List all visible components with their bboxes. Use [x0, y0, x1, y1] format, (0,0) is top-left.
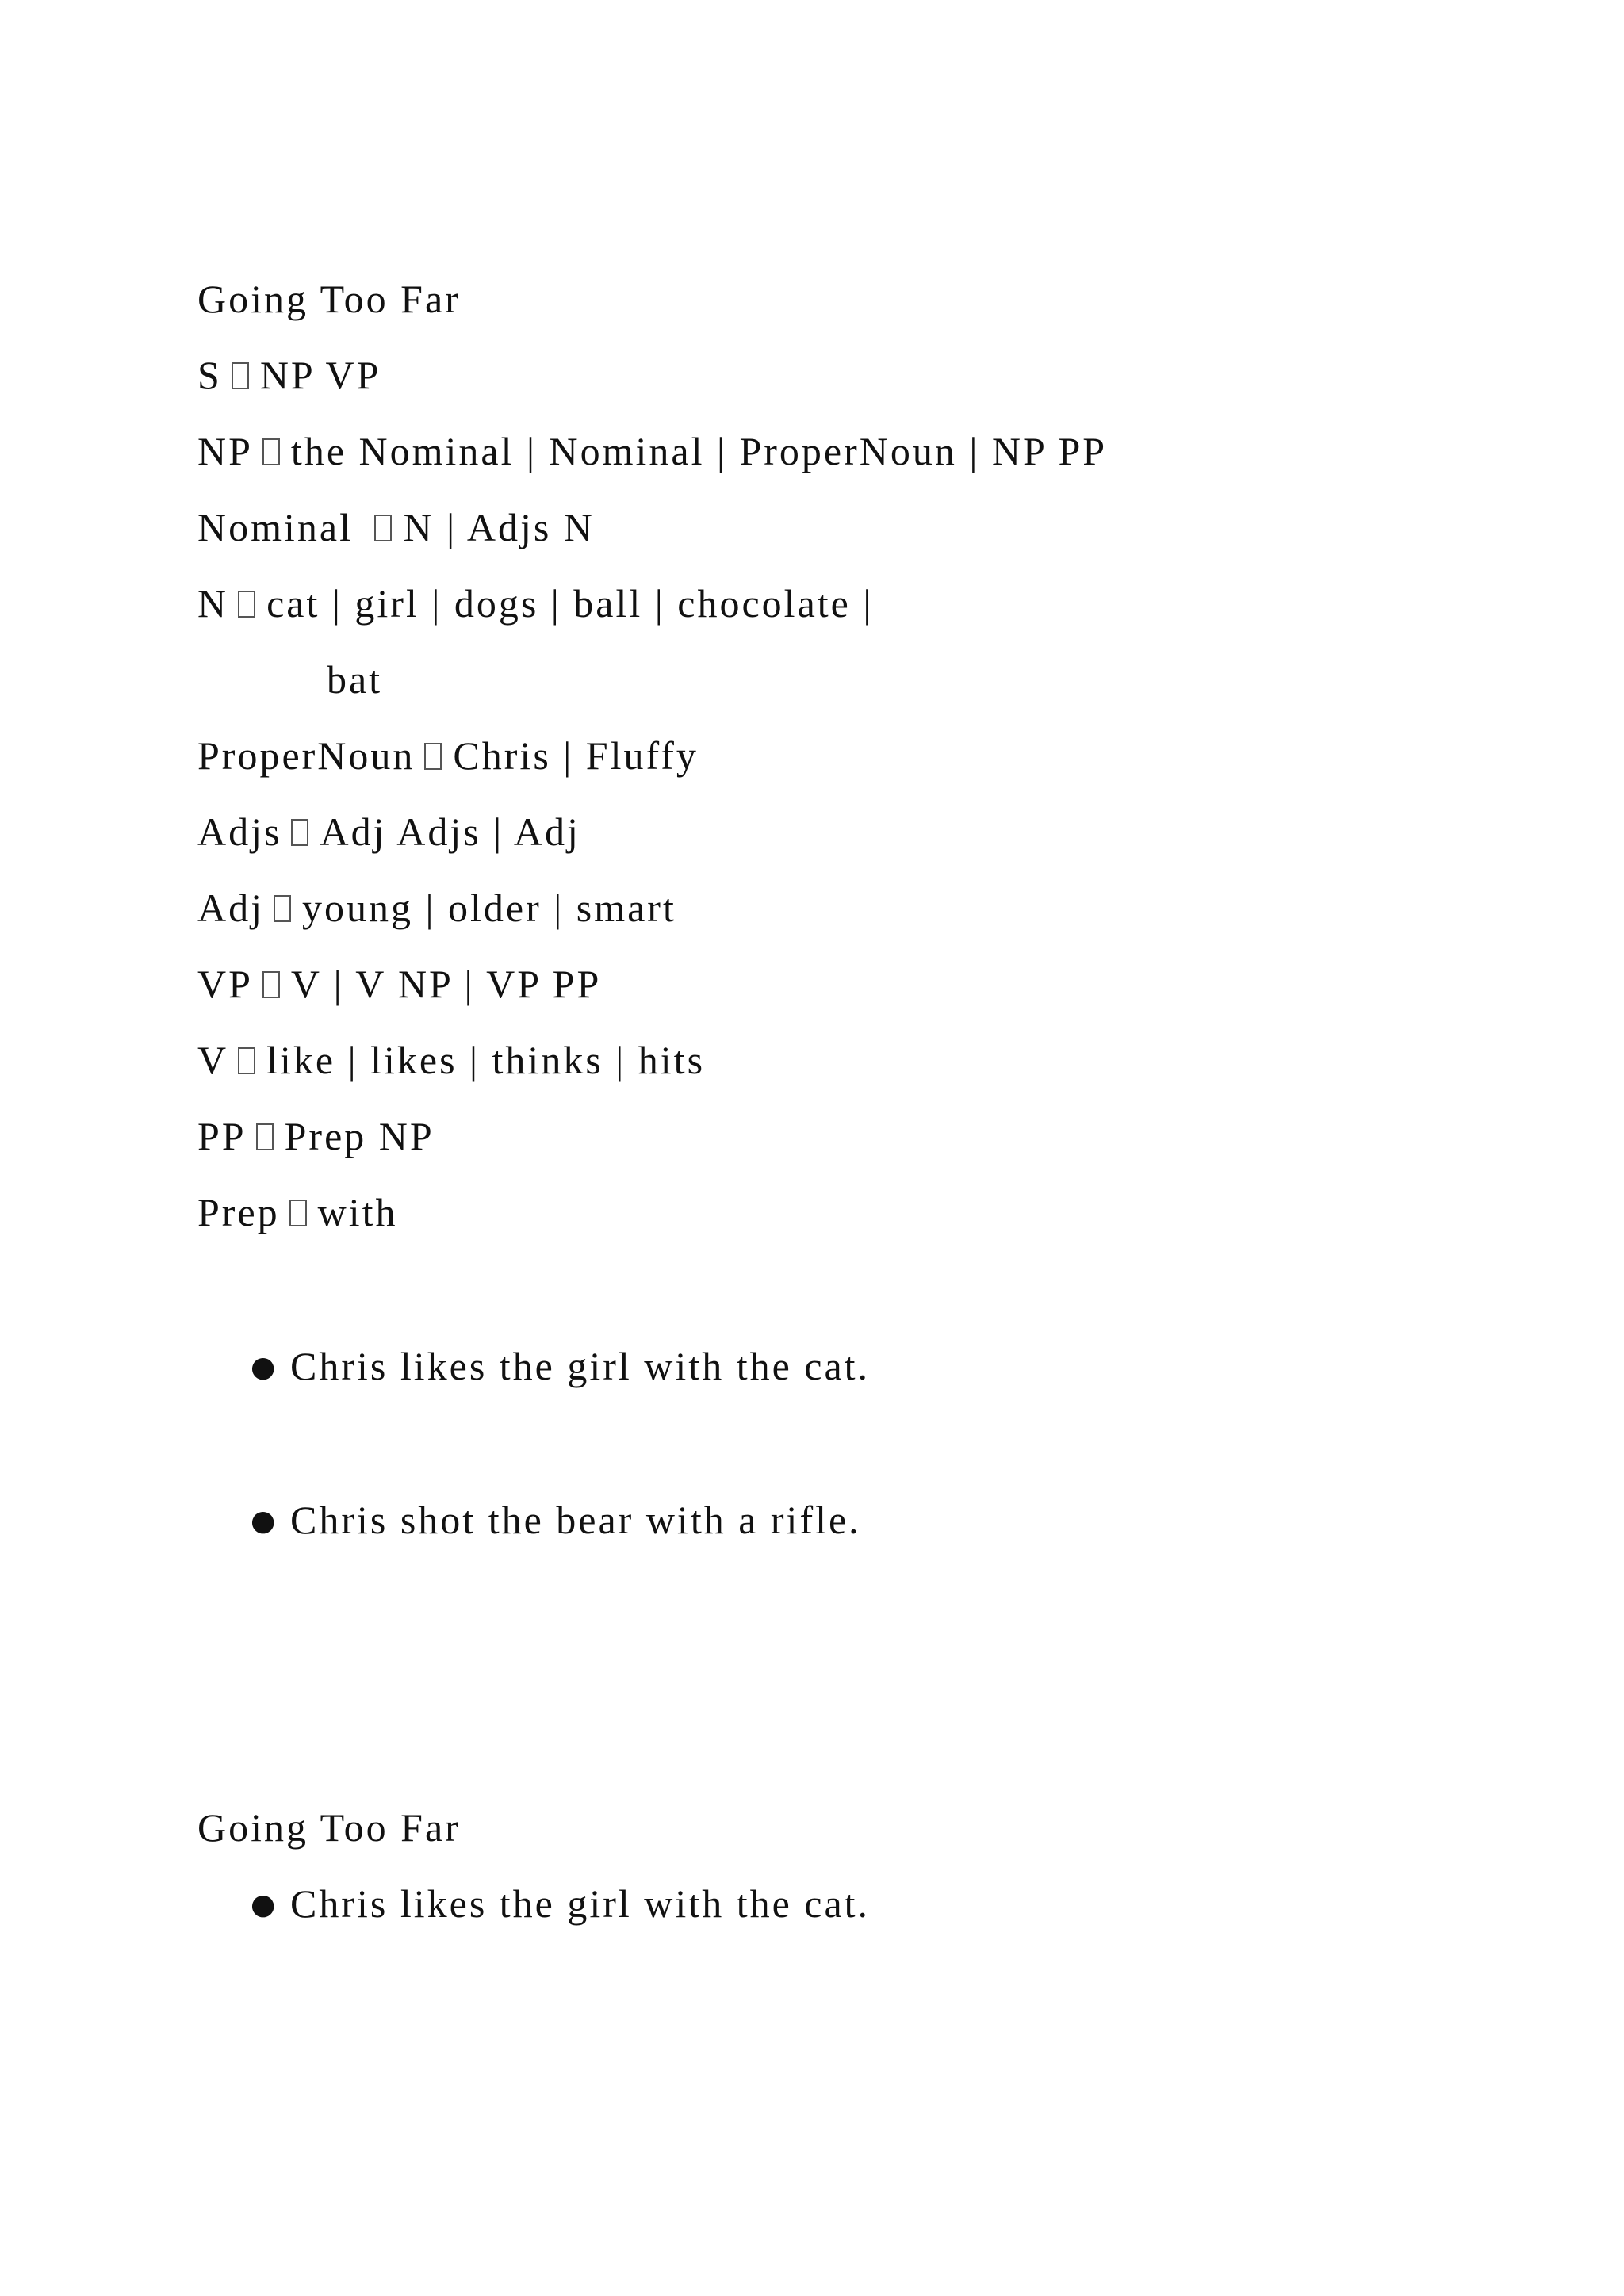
arrow-missing-glyph-icon — [262, 438, 280, 465]
grammar-rule — [197, 1192, 398, 1232]
rule-rhs: cat | girl | dogs | ball | chocolate | — [266, 581, 874, 626]
rule-lhs: N — [197, 581, 229, 626]
bullet-text: Chris likes the girl with the cat. — [290, 1881, 871, 1926]
arrow-missing-glyph-icon — [274, 895, 291, 922]
rule-lhs: ProperNoun — [197, 733, 416, 778]
grammar-rule — [197, 964, 601, 1004]
rule-rhs: with — [317, 1190, 398, 1234]
arrow-missing-glyph-icon — [232, 362, 249, 389]
rule-lhs: S — [197, 353, 222, 397]
rule-rhs: V | V NP | VP PP — [290, 962, 602, 1006]
arrow-missing-glyph-icon — [374, 515, 392, 541]
arrow-missing-glyph-icon — [291, 819, 308, 846]
rule-lhs: Prep — [197, 1190, 280, 1234]
grammar-rule — [197, 1116, 435, 1156]
arrow-missing-glyph-icon — [238, 591, 255, 618]
rule-rhs: Prep NP — [284, 1114, 435, 1158]
grammar-rule — [197, 507, 595, 547]
rule-lhs: Adj — [197, 886, 264, 930]
rule-rhs: NP VP — [259, 353, 381, 397]
rule-lhs: V — [197, 1038, 229, 1082]
grammar-rule — [197, 888, 676, 928]
arrow-missing-glyph-icon — [262, 971, 280, 998]
grammar-rule — [197, 1040, 705, 1080]
rule-lhs: Adjs — [197, 809, 282, 854]
bullet-item — [251, 1346, 870, 1386]
bullet-item — [251, 1881, 871, 1926]
section-title: Going Too Far — [197, 277, 461, 321]
arrow-missing-glyph-icon — [424, 743, 442, 770]
grammar-rule — [197, 733, 699, 778]
rule-rhs: young | older | smart — [302, 886, 676, 930]
rule-rhs: Chris | Fluffy — [453, 733, 699, 778]
arrow-missing-glyph-icon — [289, 1200, 307, 1226]
bullet-dot-icon: ● — [251, 1351, 278, 1383]
rule-rhs: the Nominal | Nominal | ProperNoun | NP PP — [290, 429, 1108, 473]
rule-lhs: Nominal — [197, 505, 366, 549]
rule-continuation: bat — [327, 657, 383, 702]
section-title: Going Too Far — [197, 1805, 461, 1850]
grammar-rule — [197, 581, 874, 626]
rule-lhs: NP — [197, 429, 253, 473]
rule-rhs: Adj Adjs | Adj — [320, 809, 580, 854]
grammar-rule — [197, 431, 1107, 471]
rule-rhs: N | Adjs N — [403, 505, 595, 549]
rule-lhs: PP — [197, 1114, 247, 1158]
bullet-dot-icon: ● — [251, 1505, 278, 1537]
arrow-missing-glyph-icon — [238, 1047, 255, 1074]
bullet-dot-icon: ● — [251, 1888, 278, 1921]
bullet-text: Chris likes the girl with the cat. — [290, 1344, 871, 1388]
bullet-text: Chris shot the bear with a rifle. — [290, 1498, 861, 1542]
arrow-missing-glyph-icon — [256, 1123, 274, 1150]
bullet-item — [251, 1500, 861, 1540]
rule-rhs: like | likes | thinks | hits — [266, 1038, 706, 1082]
grammar-rule — [197, 355, 381, 395]
grammar-rule — [197, 809, 580, 854]
rule-lhs: VP — [197, 962, 253, 1006]
